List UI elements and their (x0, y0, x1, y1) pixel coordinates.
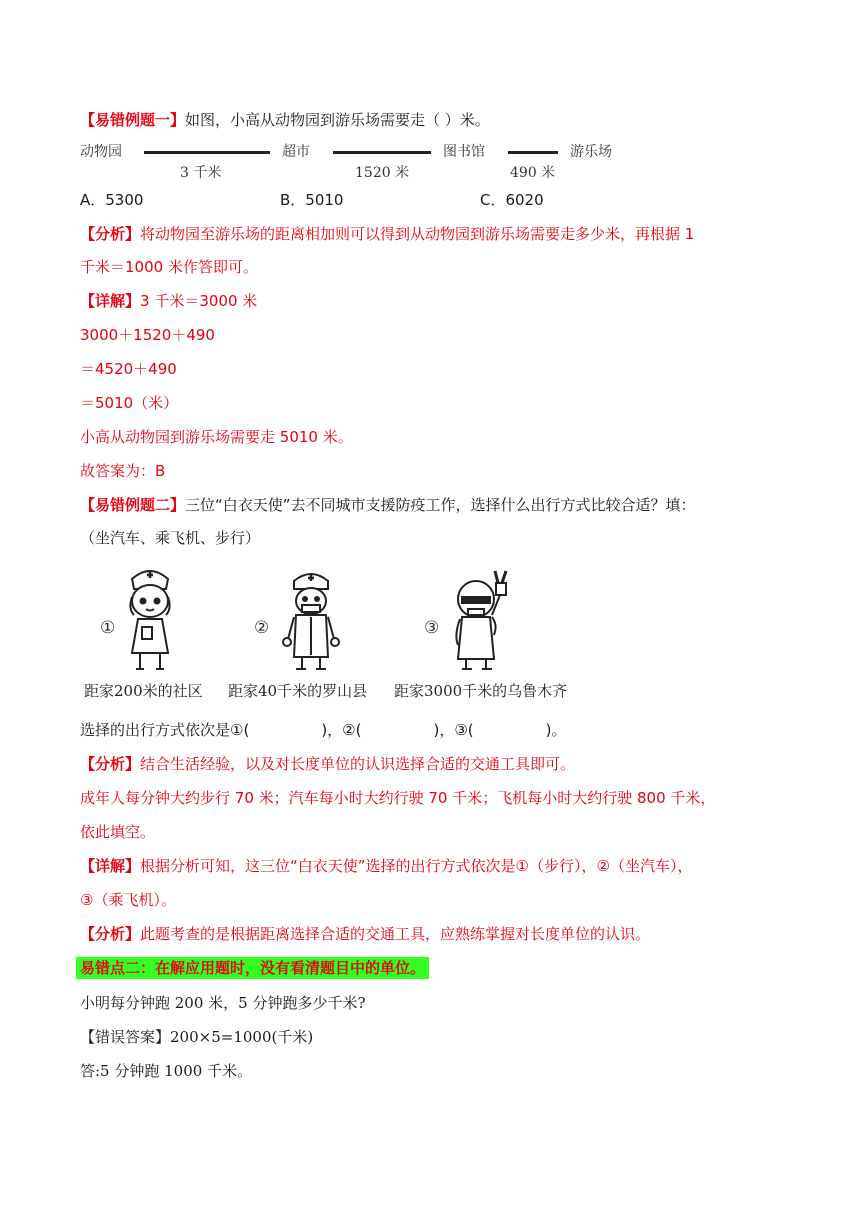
ex2-summary-text: 此题考查的是根据距离选择合适的交通工具，应熟练掌握对长度单位的认识。 (140, 925, 651, 943)
figure-caption-2: 距家40千米的罗山县 (228, 682, 368, 700)
ex2-summary (80, 924, 650, 944)
ex1-calc-2: ＝4520＋490 (80, 360, 177, 378)
ex1-tag: 【易错例题一】 (80, 111, 186, 129)
ex1-analysis-text: 将动物园至游乐场的距离相加则可以得到从动物园到游乐场需要走多少米，再根据 1 (140, 225, 695, 243)
ex2-tag: 【易错例题二】 (80, 496, 186, 514)
option-c: C．6020 (480, 191, 544, 209)
figure-caption-3: 距家3000千米的乌鲁木齐 (394, 682, 568, 700)
route-segment-2 (333, 151, 431, 154)
ex1-analysis-1 (80, 224, 694, 244)
figure-number-3: ③ (424, 618, 440, 638)
point2-wrong (80, 1027, 313, 1047)
ex2-summary-tag: 【分析】 (80, 925, 141, 943)
ex1-detail-1 (80, 291, 257, 311)
ex1-answer: 故答案为：B (80, 462, 166, 480)
ex1-calc-1: 3000＋1520＋490 (80, 326, 215, 344)
ex2-fill-line (80, 720, 566, 740)
ex2-question-options: （坐汽车、乘飞机、步行） (80, 529, 261, 547)
ex1-question: 如图，小高从动物园到游乐场需要走（ ）米。 (185, 111, 490, 129)
point2-answer: 答:5 分钟跑 1000 千米。 (80, 1062, 253, 1080)
fill-sep-3: )，③( (433, 721, 474, 739)
route-place-park: 游乐场 (570, 144, 612, 160)
point2-wrong-tag: 【错误答案】 (80, 1028, 171, 1046)
ex2-detail-text: 根据分析可知，这三位“白衣天使”选择的出行方式依次是①（步行），②（坐汽车）， (140, 857, 693, 875)
ex1-analysis-tag: 【分析】 (80, 225, 141, 243)
point2-wrong-text: 200×5=1000(千米) (170, 1028, 314, 1046)
nurse-figure-icon (118, 565, 182, 677)
route-place-supermarket: 超市 (282, 144, 310, 160)
ex1-detail-tag: 【详解】 (80, 292, 141, 310)
route-distance-1: 3 千米 (180, 165, 222, 181)
route-segment-1 (144, 151, 270, 154)
protective-suit-figure-icon (446, 565, 516, 677)
ex2-analysis-2b: 依此填空。 (80, 823, 156, 841)
ex2-analysis (80, 754, 575, 774)
figure-caption-1: 距家200米的社区 (84, 682, 203, 700)
ex1-question-line (80, 110, 490, 130)
fill-suffix: )。 (545, 721, 567, 739)
route-segment-3 (508, 151, 558, 154)
point2-title-line (76, 958, 429, 978)
option-b: B．5010 (280, 191, 344, 209)
ex1-detail-text: 3 千米＝3000 米 (140, 292, 258, 310)
ex2-detail-2: ③（乘飞机）。 (80, 891, 176, 909)
ex1-conclusion: 小高从动物园到游乐场需要走 5010 米。 (80, 428, 353, 446)
route-place-library: 图书馆 (443, 144, 485, 160)
ex2-detail-tag: 【详解】 (80, 857, 141, 875)
ex1-options (80, 190, 544, 210)
ex2-detail-1 (80, 856, 692, 876)
doctor-figure-icon (276, 565, 346, 677)
point2-question: 小明每分钟跑 200 米，5 分钟跑多少千米? (80, 994, 366, 1012)
ex1-analysis-2: 千米＝1000 米作答即可。 (80, 258, 258, 276)
ex1-calc-3: ＝5010（米） (80, 394, 179, 412)
fill-sep-2: )，②( (321, 721, 362, 739)
ex2-question-line (80, 495, 696, 515)
fill-prefix: 选择的出行方式依次是①( (80, 721, 250, 739)
ex2-question-text: 三位“白衣天使”去不同城市支援防疫工作，选择什么出行方式比较合适？填： (185, 496, 696, 514)
route-place-zoo: 动物园 (80, 144, 122, 160)
point2-title: 易错点二：在解应用题时，没有看清题目中的单位。 (76, 957, 429, 979)
route-distance-3: 490 米 (510, 165, 556, 181)
ex2-analysis-2a: 成年人每分钟大约步行 70 米；汽车每小时大约行驶 70 千米；飞机每小时大约行驶 800 千米， (80, 789, 716, 807)
figure-number-2: ② (254, 618, 270, 638)
option-a: A．5300 (80, 191, 144, 209)
route-distance-2: 1520 米 (355, 165, 410, 181)
ex2-analysis-tag: 【分析】 (80, 755, 141, 773)
ex2-analysis-text: 结合生活经验，以及对长度单位的认识选择合适的交通工具即可。 (140, 755, 576, 773)
figure-number-1: ① (100, 618, 116, 638)
